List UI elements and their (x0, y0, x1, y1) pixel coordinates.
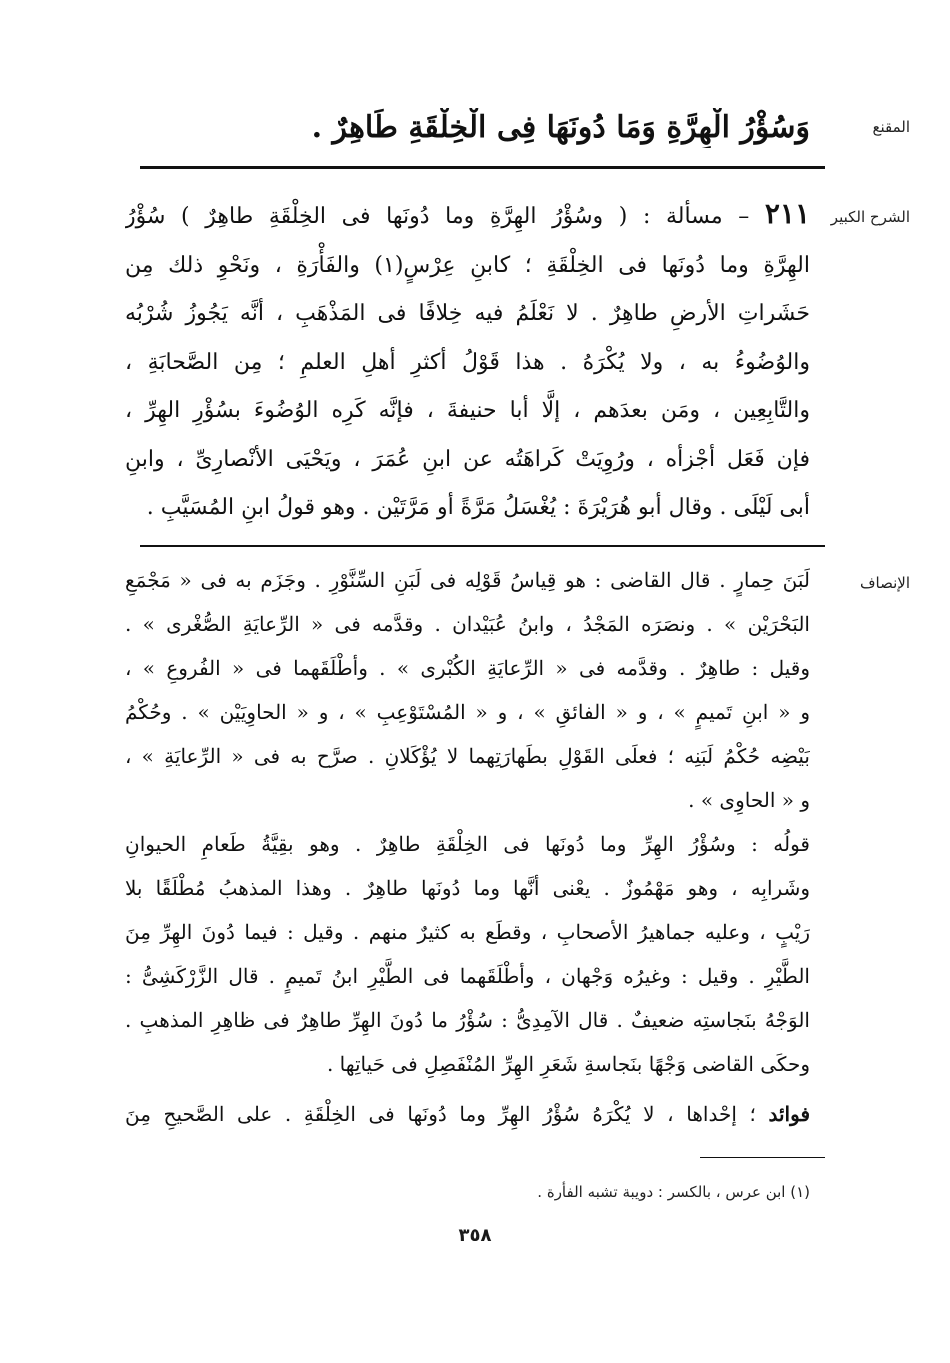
sharh-line-3: حَشَراتِ الأرضِ طاهِرٌ . لا نَعْلَمُ فيه خِلافًا فى المَذْهَبِ ، أنَّه يَجُوزُ شُرْبُه (125, 301, 810, 326)
insaf-line-11: الوَجْهُ بنَجاستِه ضعيفٌ . قال الآمِدِىُّ : سُؤْرُ ما دُونَ الهِرِّ طاهِرٌ فى ظاهِرِ المذهبِ . (125, 1008, 810, 1032)
insaf-line-12: وحكَى القاضى وَجْهًا بنَجاسةِ شَعَرِ الهِرِّ المُنْفَصِلِ فى حَياتِها . (326, 1052, 810, 1076)
muqni-text-block (125, 108, 810, 148)
insaf-line-2: البَحْرَيْن » . ونصَرَه المَجْدُ ، وابنُ عُبَيْدان . وقدَّمه فى « الرِّعايَةِ الصُّغْرى » . (125, 612, 810, 636)
sharh-line-2: الهِرَّةِ وما دُونَها فى الخِلْقَةِ ؛ كابنِ عِرْسٍ(١) والفَأْرَةِ ، ونَحْوِ ذلك مِن (125, 252, 810, 278)
sharh-line-7: أبى لَيْلَى . وقال أبو هُرَيْرَةَ : يُغْسَلُ مَرَّةً أو مَرَّتَيْن . وهو قولُ ابنِ المُسَيَّبِ . (146, 495, 810, 520)
fawaid-label: فوائد (768, 1102, 810, 1126)
insaf-line-8: وشَرابِه ، وهو مَهْمُوزٌ . يعْنى أنَّها وما دُونَها طاهِرٌ . وهذا المذهبُ مُطْلَقًا بلا (125, 876, 810, 900)
insaf-line-10: الطَّيْرِ . وقيل : وغيرُه وَجْهان ، وأطْلَقَهما فى الطَّيْرِ ابنُ تَميمٍ . قال الزَّرْكَشِىُّ : (125, 964, 810, 988)
page-number: ٣٥٨ (458, 1225, 492, 1246)
margin-label-muqni: المقنع (872, 118, 910, 136)
margin-label-insaf: الإنصاف (859, 574, 910, 592)
margin-label-sharh: الشرح الكبير (830, 208, 910, 226)
sharh-line-5: والتَّابِعِين ، ومَن بعدَهم ، إلَّا أبا حنيفةَ ، فإنَّه كَرِه الوُضُوءَ بسُؤْرِ الهِرِّ ، (125, 398, 810, 423)
muqni-divider (140, 166, 825, 169)
insaf-text-block (125, 558, 810, 1136)
sharh-text-block (125, 190, 810, 533)
insaf-line-4: و « ابنِ تَميمٍ » ، و « الفائقِ » ، و « المُسْتَوْعِبِ » ، و « الحاوِيَيْن » . وحُكْمُ (125, 700, 810, 724)
fawaid-line: فوائد ؛ إحْداها ، لا يُكْرَهُ سُؤْرُ الهِرِّ وما دُونَها فى الخِلْقَةِ . على الصَّحيحِ مِنَ (125, 1102, 810, 1126)
sharh-line-6: فإن فَعَل أجْزأه ، ورُوِيَتْ كَراهَتُه عن ابنِ عُمَرَ ، ويَحْيَى الأنْصارِىِّ ، وابنِ (125, 446, 810, 472)
insaf-line-7: قولُه : وسُؤْرُ الهِرِّ وما دُونَها فى الخِلْقَةِ طاهِرٌ . وهو بقِيَّةُ طَعامِ الحيوانِ (125, 832, 810, 856)
sharh-divider (140, 545, 825, 547)
muqni-text: وَسُؤْرُ الْهِرَّةِ وَمَا دُونَهَا فِى الْخِلْقَةِ طَاهِرٌ . (311, 110, 810, 145)
sharh-line-4: والوُضُوءُ به ، ولا يُكْرَهُ . هذا قَوْلُ أكثرِ أهلِ العلمِ ؛ مِن الصَّحابَةِ ، (125, 349, 810, 375)
footnote-divider (700, 1157, 825, 1158)
footnote: (١) ابن عرس ، بالكسر : دويبة تشبه الفأرة . (537, 1183, 810, 1201)
insaf-line-1: لَبَنَ حِمارٍ . قال القاضى : هو قِياسُ قَوْلِه فى لَبَنِ السِّنَّوْرِ . وجَزَم به فى « مَجْمَعِ (125, 568, 810, 592)
masala-number: ٢١١ (764, 197, 810, 230)
insaf-line-9: رَيْبٍ ، وعليه جماهيرُ الأصحابِ ، وقطَع به كثيرٌ منهم . وقيل : فيما دُونَ الهِرِّ مِنَ (125, 920, 810, 944)
sharh-line-1: ٢١١ – مسألة : ( وسُؤْرُ الهِرَّةِ وما دُونَها فى الخِلْقَةِ طاهِرٌ ) سُؤْرُ (125, 197, 810, 230)
insaf-line-5: بَيْضِه حُكْمُ لَبَنِه ؛ فعلَى القَوْلِ بطَهارَتِهما لا يُؤْكَلانِ . صرَّح به فى « الرِّعايَةِ » ، (125, 744, 810, 768)
insaf-line-3: وقيل : طاهِرٌ . وقدَّمه فى « الرِّعايَةِ الكُبْرى » . وأطْلَقَهما فى « الفُروعِ » ، (125, 656, 810, 680)
insaf-line-6: و « الحاوِى » . (688, 788, 810, 812)
